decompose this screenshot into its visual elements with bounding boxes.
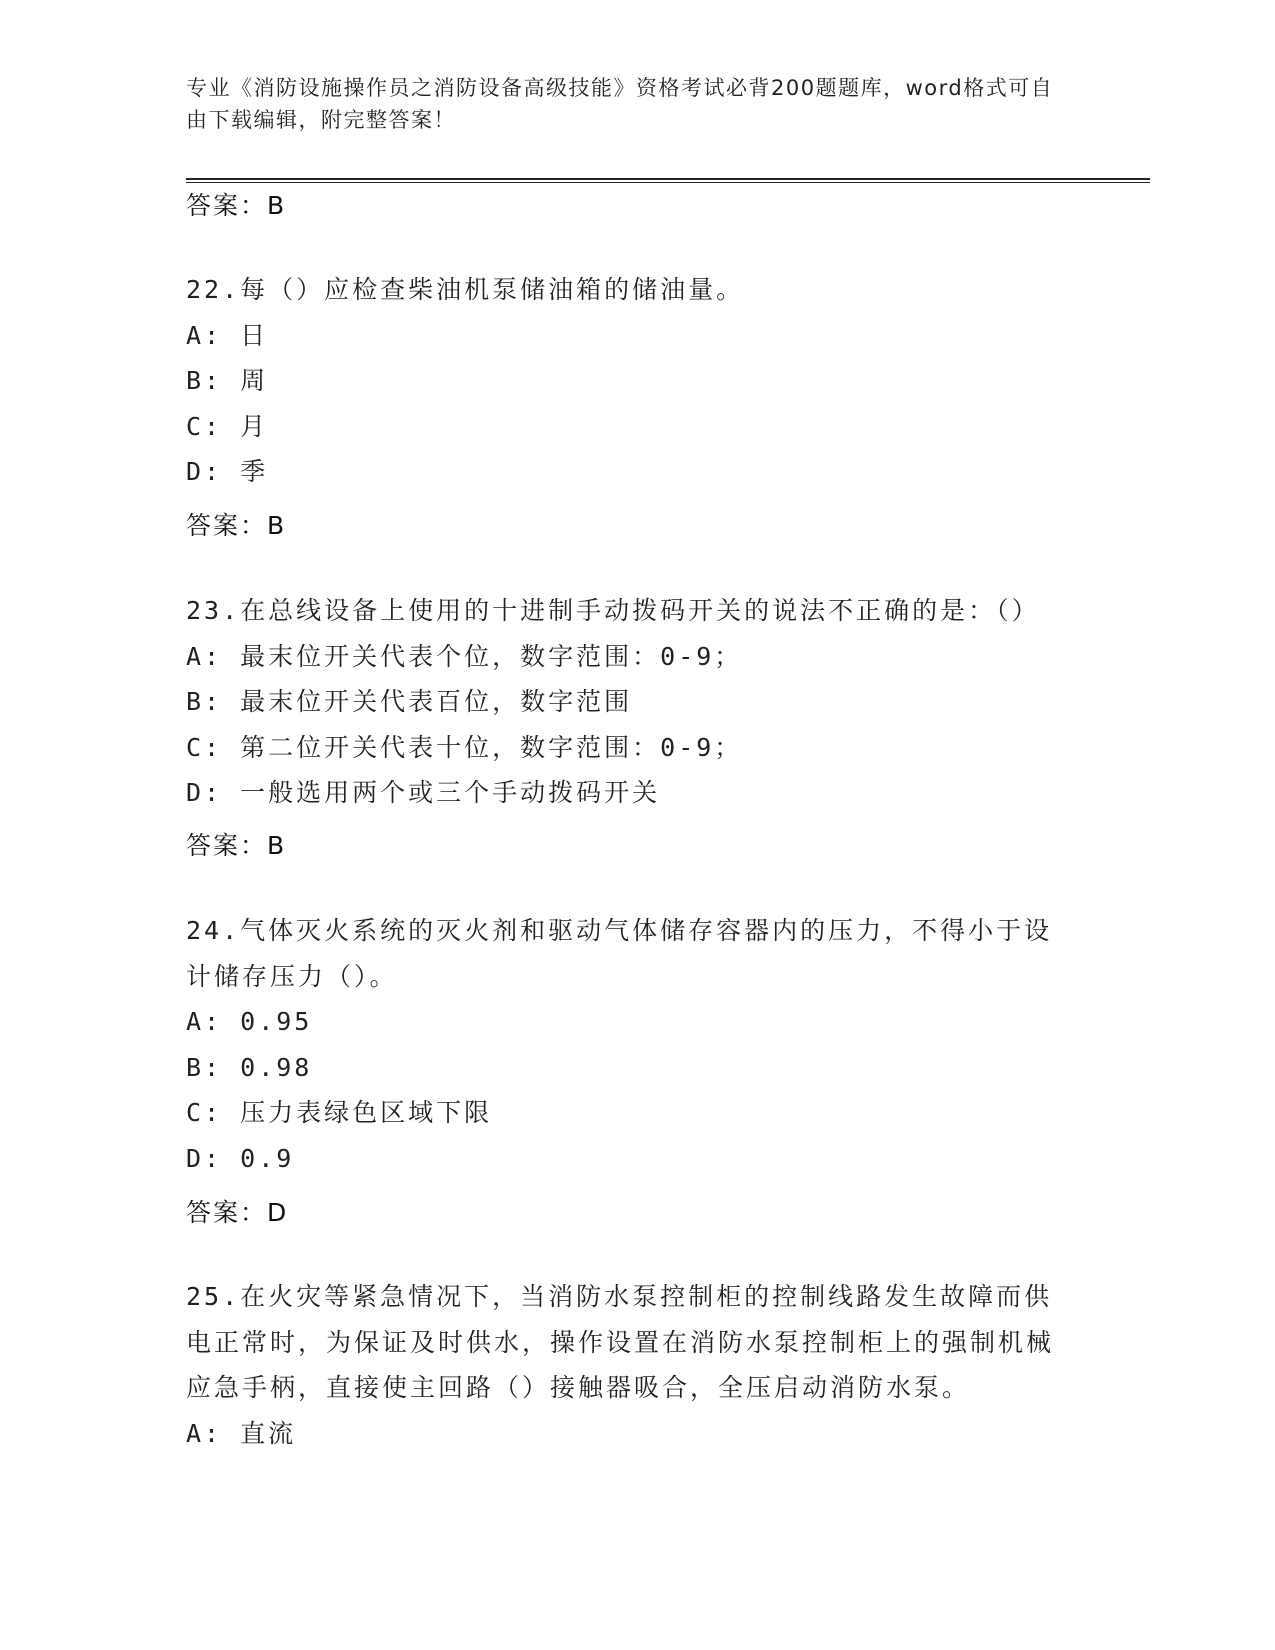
- option-d: D: 0.9: [186, 1143, 295, 1173]
- previous-answer: 答案：B: [186, 191, 287, 220]
- document-header: 专业《消防设施操作员之消防设备高级技能》资格考试必背200题题库，word格式可自由下载编辑，附完整答案！: [186, 76, 1054, 132]
- option-c: C: 月: [186, 411, 269, 441]
- option-c: C: 第二位开关代表十位，数字范围：0-9；: [186, 732, 743, 762]
- question-25: [186, 1274, 1086, 1456]
- answer-23: 答案：B: [186, 831, 287, 860]
- option-a: A: 直流: [186, 1418, 297, 1448]
- question-24: [186, 908, 1086, 1181]
- question-text: 23.在总线设备上使用的十进制手动拨码开关的说法不正确的是：（）: [186, 596, 1040, 625]
- option-c: C: 压力表绿色区域下限: [186, 1098, 493, 1127]
- question-22: [186, 267, 1086, 495]
- option-b: B: 最末位开关代表百位，数字范围: [186, 687, 633, 716]
- question-text: 22.每（）应检查柴油机泵储油箱的储油量。: [186, 275, 745, 304]
- header-divider-thin: [186, 182, 1150, 183]
- option-b: B: 0.98: [186, 1052, 313, 1082]
- option-a: A: 日: [186, 320, 269, 350]
- question-text: 24.气体灭火系统的灭火剂和驱动气体储存容器内的压力，不得小于设计储存压力（）。: [186, 916, 1053, 991]
- header-divider-thick: [186, 178, 1150, 180]
- option-a: A: 0.95: [186, 1007, 313, 1036]
- option-a: A: 最末位开关代表个位，数字范围：0-9；: [186, 641, 743, 671]
- answer-24: 答案：D: [186, 1198, 289, 1227]
- answer-22: 答案：B: [186, 511, 287, 540]
- option-d: D: 季: [186, 457, 269, 486]
- option-d: D: 一般选用两个或三个手动拨码开关: [186, 778, 661, 807]
- question-text: 25.在火灾等紧急情况下，当消防水泵控制柜的控制线路发生故障而供电正常时，为保证及时供水，操作设置在消防水泵控制柜上的强制机械应急手柄，直接使主回路（）接触器吸合，全压启动消防水泵。: [186, 1282, 1055, 1402]
- option-b: B: 周: [186, 366, 269, 395]
- question-23: [186, 588, 1086, 816]
